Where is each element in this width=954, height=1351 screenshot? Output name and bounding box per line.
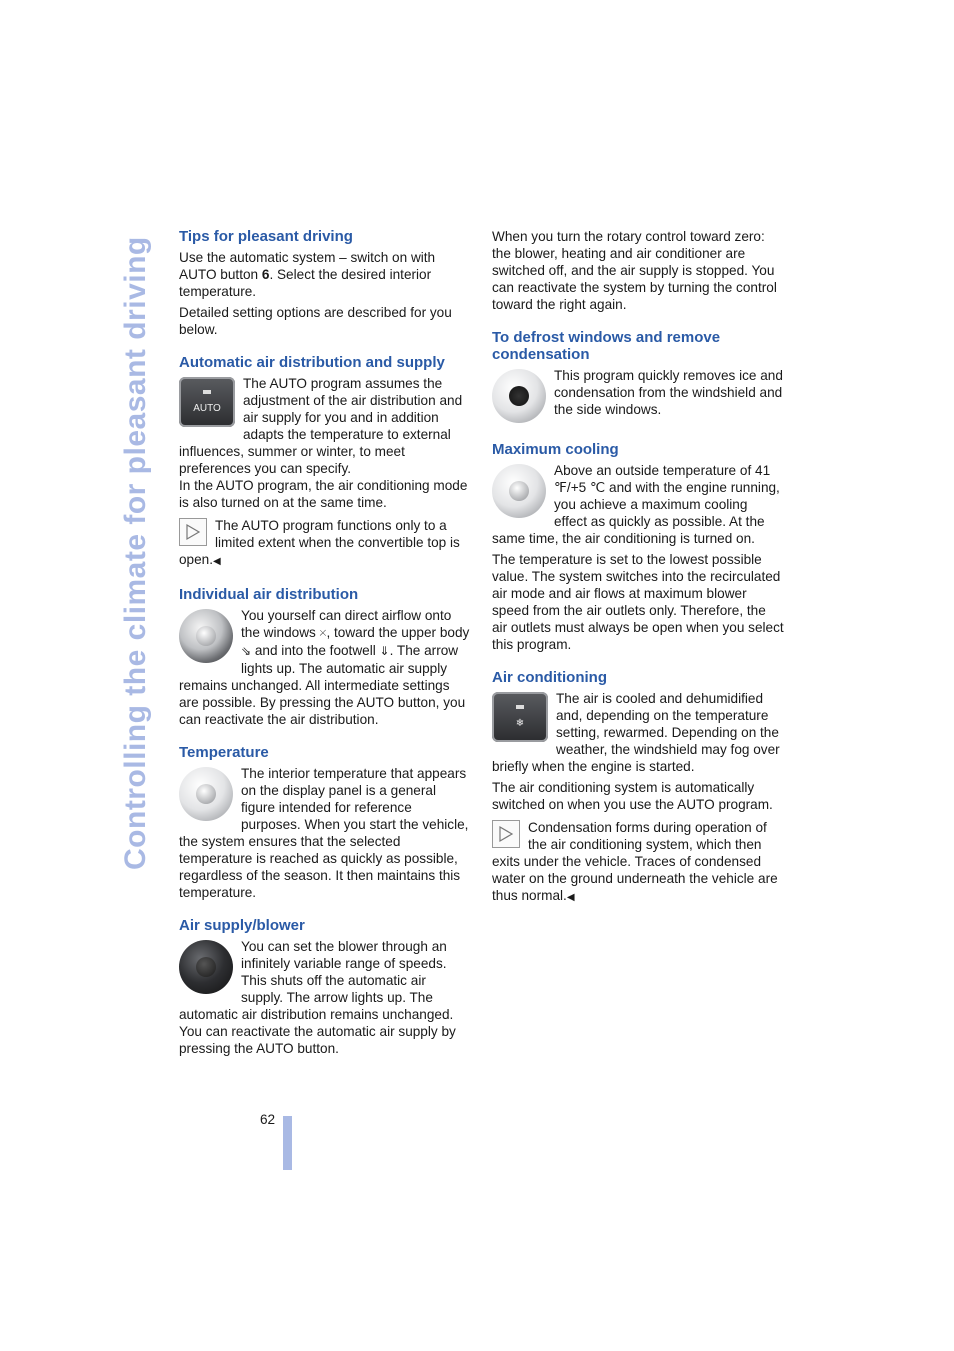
tips-paragraph-2: Detailed setting options are described for you below. <box>179 305 452 337</box>
ac-paragraph-1: The air is cooled and dehumidified and, depending on the temperature setting, rewarmed. Depending on the weather, the windshield may fog over briefly when the engine is started. <box>492 691 780 774</box>
temperature-paragraph: The interior temperature that appears on the display panel is a general figure intended for reference purposes. When you start the vehicle, the system ensures that the selected temperature is reached as quickly as possible, regardless of the season. It then maintains this temperature. <box>179 766 469 900</box>
ac-note <box>492 819 784 906</box>
temperature-knob-image <box>179 767 233 821</box>
snowflake-icon: ❄ <box>515 718 525 729</box>
heading-tips: Tips for pleasant driving <box>179 228 353 245</box>
note-triangle-icon <box>492 820 520 848</box>
end-mark-icon: ◀ <box>566 892 575 903</box>
distribution-knob-image <box>179 609 233 663</box>
auto-paragraph-1: The AUTO program assumes the adjustment of the air distribution and air supply for you and in addition adapts the temperature to external influences, summer or winter, to meet preferences you can specify. <box>179 376 463 476</box>
note-triangle-icon <box>179 518 207 546</box>
intro-paragraph: When you turn the rotary control toward zero: the blower, heating and air conditioner are switched off, and the air supply is stopped. You can reactivate the system by turning the control toward the right again. <box>492 229 777 312</box>
auto-button-image <box>179 377 235 427</box>
section-tips <box>179 228 471 338</box>
max-cooling-button-image <box>492 464 546 518</box>
section-blower <box>179 917 471 1057</box>
heading-individual: Individual air distribution <box>179 586 359 603</box>
section-ac <box>492 669 784 906</box>
heading-auto: Automatic air distribution and supply <box>179 354 445 371</box>
section-auto <box>179 354 471 570</box>
individual-paragraph: You yourself can direct airflow onto the windows 🞨, toward the upper body ⇘ and into the footwell ⇓. The arrow lights up. The automatic air supply remains unchanged. All intermediate settings are possible. By pressing the AUTO button, you can reactivate the air distribution. <box>179 608 470 727</box>
heading-blower: Air supply/blower <box>179 917 305 934</box>
max-cooling-paragraph-2: The temperature is set to the lowest possible value. The system switches into the recirculated air mode and air flows at maximum blower speed from the air outlets only. Therefore, the air outlets must always be open when you select this program. <box>492 552 784 652</box>
side-chapter-title: Controlling the climate for pleasant driving <box>119 236 152 870</box>
right-column <box>492 228 784 922</box>
max-cooling-paragraph-1: Above an outside temperature of 41 ℉/+5 ℃ and with the engine running, you achieve a maximum cooling effect as quickly as possible. At the same time, the air conditioning is turned on. <box>492 463 780 546</box>
heading-temperature: Temperature <box>179 744 269 761</box>
heading-defrost: To defrost windows and remove condensation <box>492 329 721 363</box>
page-number: 62 <box>260 1112 276 1127</box>
heading-max-cooling: Maximum cooling <box>492 441 619 458</box>
ac-button-image <box>492 692 548 742</box>
ac-paragraph-2: The air conditioning system is automatically switched on when you use the AUTO program. <box>492 780 773 812</box>
tips-paragraph-1: Use the automatic system – switch on with AUTO button 6. Select the desired interior temperature. <box>179 250 436 299</box>
section-intro <box>492 228 784 313</box>
blower-knob-image <box>179 940 233 994</box>
upper-body-icon: ⇘ <box>241 644 252 658</box>
defrost-button-image <box>492 369 546 423</box>
auto-paragraph-2: In the AUTO program, the air conditioning mode is also turned on at the same time. <box>179 478 468 510</box>
auto-button-label: AUTO <box>193 403 221 414</box>
section-max-cooling <box>492 441 784 653</box>
heading-ac: Air conditioning <box>492 669 607 686</box>
end-mark-icon: ◀ <box>213 556 221 567</box>
blower-paragraph: You can set the blower through an infinitely variable range of speeds. This shuts off the automatic air supply. The arrow lights up. The automatic air distribution remains unchanged. You can reactivate the automatic air supply by pressing the AUTO button. <box>179 939 456 1056</box>
defrost-paragraph: This program quickly removes ice and condensation from the windshield and the side windows. <box>554 368 783 417</box>
page-bar-decoration <box>283 1116 292 1170</box>
left-column <box>179 228 471 1073</box>
windshield-icon: 🞨 <box>319 626 327 640</box>
section-defrost <box>492 329 784 425</box>
auto-note <box>179 517 471 570</box>
ac-note-text: Condensation forms during operation of the air conditioning system, which then exits under the vehicle. Traces of condensed water on the ground underneath the vehicle are thus normal. <box>492 820 778 903</box>
section-individual <box>179 586 471 728</box>
auto-note-text: The AUTO program functions only to a limited extent when the convertible top is open. <box>179 518 460 567</box>
footwell-icon: ⇓ <box>379 644 390 658</box>
section-temperature <box>179 744 471 901</box>
